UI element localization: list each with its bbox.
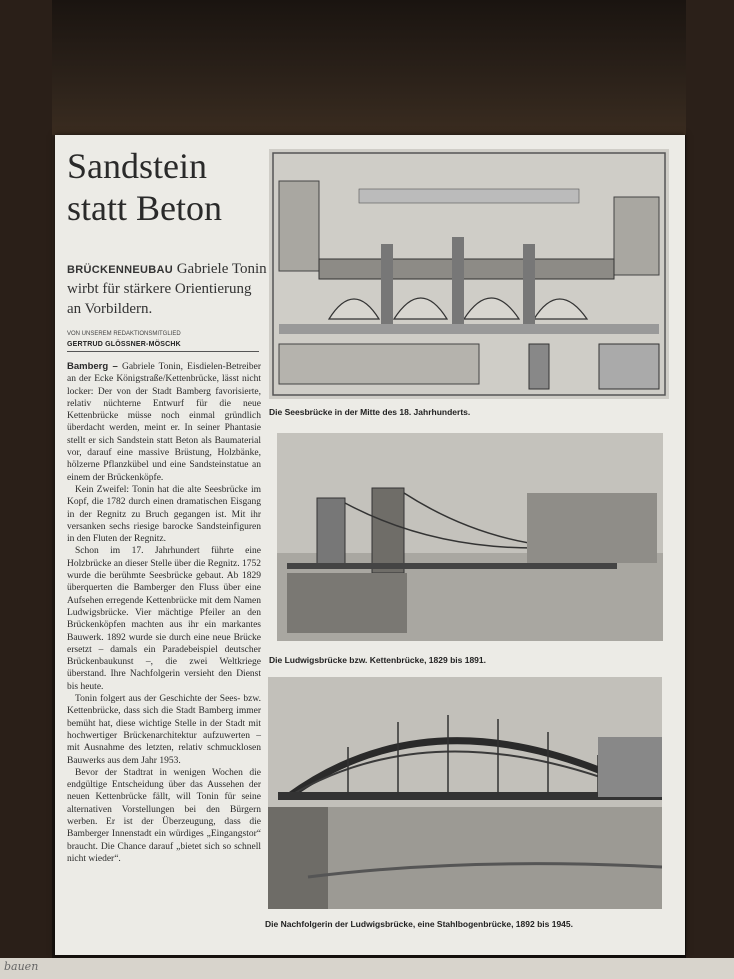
headline-line-2: statt Beton <box>67 188 222 228</box>
caption-1: Die Seesbrücke in der Mitte des 18. Jahrhunderts. <box>269 407 471 417</box>
kettenbruecke-drawing <box>277 433 663 641</box>
paragraph-4: Tonin folgert aus der Geschichte der Sees- bzw. Kettenbrücke, dass sich die Stadt Bamberg immer bemüht hat, diese wichtige Stelle in der Stadt mit hochwertiger Brückenarchitektur aufzuwerten – mit Ausnahme des letzten, relativ schmucklosen Bauwerks aus dem Jahr 1953. <box>67 694 261 766</box>
neighbouring-clipping-text: bauen <box>4 960 39 973</box>
kicker <box>67 259 267 319</box>
background-left <box>0 0 52 979</box>
chain-bridge-drawing-icon <box>277 433 663 641</box>
byline-label: VON UNSEREM REDAKTIONSMITGLIED <box>67 331 181 337</box>
baroque-bridge-engraving-icon <box>269 149 669 399</box>
steel-arch-bridge-photo-icon <box>268 677 662 909</box>
paragraph-5: Bevor der Stadtrat in wenigen Wochen die endgültige Entscheidung über das Aussehen der neuen Kettenbrücke fällt, will Tonin für seine alternativen Vorstellungen bei den Bürgern werben. Er ist der Überzeugung, dass die Bamberger Innenstadt ein würdiges „Eingangstor“ braucht. Die Chance darauf „bietet sich so schnell nicht wieder“. <box>67 767 261 864</box>
paragraph-1 <box>67 361 261 484</box>
paragraph-1-text: Gabriele Tonin, Eisdielen-Betreiber an der Ecke Königstraße/Kettenbrücke, lässt nicht locker: Der von der Stadt Bamberg favorisierte, relativ nüchterne Entwurf für die neue Kettenbrücke müsse noch einmal gründlich überdacht werden, meint er. In seiner Phantasie stellt er sich Sandstein statt Beton als Baumaterial vor, darauf eine massive Brüstung, Holzbänke, hölzerne Pflanzkübel und eine Sandsteinstatue an einem der Brückenköpfe. <box>67 362 261 483</box>
headline-line-1: Sandstein <box>67 146 207 186</box>
kicker-tag: BRÜCKENNEUBAU <box>67 264 173 276</box>
stahlbogenbruecke-photo <box>268 677 662 909</box>
seesbruecke-engraving <box>269 149 669 399</box>
kicker-text: Gabriele Tonin wirbt für stärkere Orientierung an Vorbildern. <box>67 261 267 317</box>
caption-3: Die Nachfolgerin der Ludwigsbrücke, eine Stahlbogenbrücke, 1892 bis 1945. <box>265 919 573 929</box>
article-body <box>67 361 261 865</box>
paragraph-2: Kein Zweifel: Tonin hat die alte Seesbrücke im Kopf, die 1782 durch einen dramatischen Eisgang in der Regnitz zu Bruch gegangen ist. Mit ihr versanken sechs riesige barocke Sandsteinfiguren in den Fluten der Regnitz. <box>67 484 261 545</box>
headline <box>67 145 267 229</box>
byline-name: GERTRUD GLÖSSNER-MÖSCHK <box>67 341 181 348</box>
newspaper-clipping <box>55 135 685 955</box>
background-top <box>0 0 734 135</box>
paragraph-3: Schon im 17. Jahrhundert führte eine Holzbrücke an dieser Stelle über die Regnitz. 1752 wurde die berühmte Seesbrücke gebaut. Ab 1829 überquerten die Bamberger den Fluss über eine Aufsehen erregende Kettenbrücke mit dem Namen Ludwigsbrücke. Vier mächtige Pfeiler an den Brückenköpfen machten aus ihr ein markantes Bauwerk. 1892 wurde sie durch eine neue Brücke ersetzt – damals ein Paradebeispiel deutscher Brückenbaukunst –, die zwei Weltkriege überstand. Ihre Nachfolgerin versieht den Dienst bis heute. <box>67 546 261 692</box>
caption-2: Die Ludwigsbrücke bzw. Kettenbrücke, 1829 bis 1891. <box>269 655 486 665</box>
byline-rule <box>67 351 259 352</box>
background-right <box>686 0 734 979</box>
dateline: Bamberg – <box>67 361 118 372</box>
neighbouring-clipping <box>0 958 734 979</box>
